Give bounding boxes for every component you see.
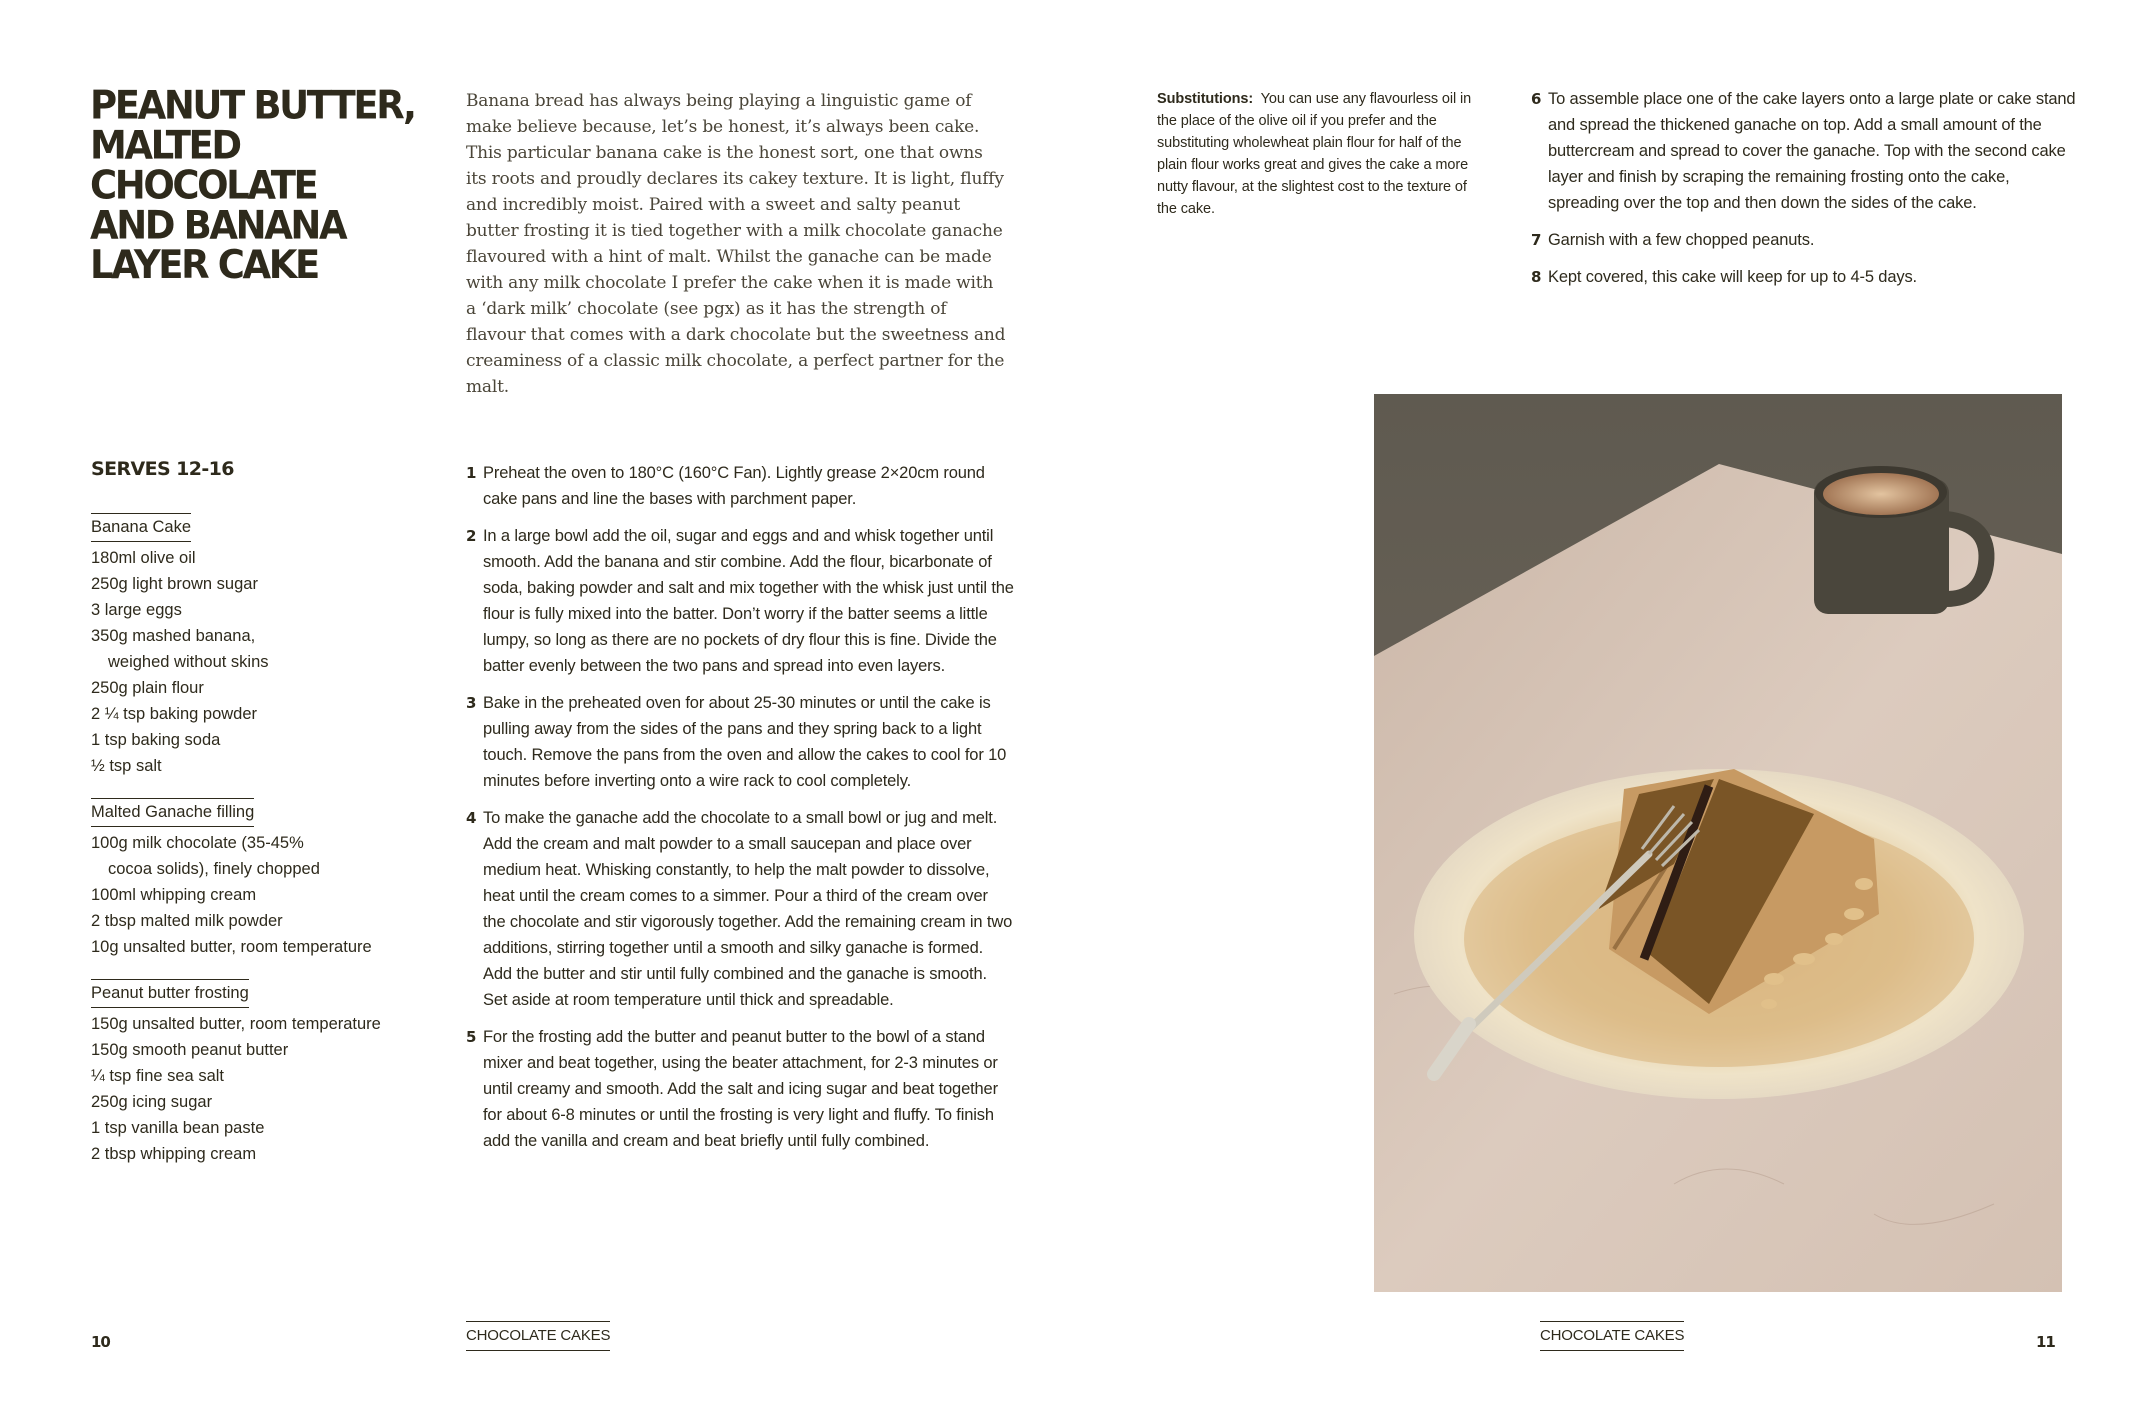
recipe-title bbox=[90, 82, 430, 288]
title-line: CHOCOLATE bbox=[90, 162, 317, 208]
method-step bbox=[1531, 86, 2076, 216]
ingredient-group-frosting bbox=[91, 979, 431, 1167]
ingredient-group-heading: Peanut butter frosting bbox=[91, 979, 249, 1008]
substitutions-note bbox=[1157, 88, 1487, 220]
page-number-left: 10 bbox=[91, 1333, 110, 1351]
method-step bbox=[1531, 227, 2076, 253]
ingredient-item: 2 tbsp malted milk powder bbox=[91, 912, 283, 930]
step-number: 3 bbox=[466, 694, 477, 712]
ingredient-list bbox=[91, 1011, 431, 1167]
ingredient-group-banana-cake bbox=[91, 513, 431, 779]
ingredient-group-ganache bbox=[91, 798, 431, 960]
ingredient-item: 100ml whipping cream bbox=[91, 886, 257, 904]
title-line: LAYER CAKE bbox=[90, 242, 318, 288]
method-steps-left bbox=[466, 460, 1014, 1165]
ingredient-item: 250g icing sugar bbox=[91, 1093, 213, 1111]
substitutions-label: Substitutions: bbox=[1157, 91, 1254, 107]
ingredient-group-heading: Banana Cake bbox=[91, 513, 191, 542]
ingredient-item: 180ml olive oil bbox=[91, 549, 196, 567]
step-number: 2 bbox=[466, 527, 477, 545]
ingredient-item: 150g unsalted butter, room temperature bbox=[91, 1015, 381, 1033]
cake-photo-illustration bbox=[1374, 394, 2062, 1292]
step-number: 8 bbox=[1531, 268, 1542, 286]
step-number: 1 bbox=[466, 464, 477, 482]
step-text: Bake in the preheated oven for about 25-30 minutes or until the cake is pulling away from the sides of the pans and they spring back to a light touch. Remove the pans from the oven and allow the cakes to cool for 10 minutes before inverting onto a wire rack to cool completely. bbox=[483, 694, 1007, 790]
ingredient-item: 10g unsalted butter, room temperature bbox=[91, 938, 372, 956]
ingredient-item: 100g milk chocolate (35-45% bbox=[91, 834, 304, 852]
substitutions-text: You can use any flavourless oil in the place of the olive oil if you prefer and the substituting wholewheat plain flour for half of the plain flour works great and gives the cake a more nutty flavour, at the slightest cost to the texture of the cake. bbox=[1157, 91, 1472, 217]
step-text: To assemble place one of the cake layers onto a large plate or cake stand and spread the thickened ganache on top. Add a small amount of the buttercream and spread to cover the ganache. Top with the second cake layer and finish by scraping the remaining frosting onto the cake, spreading over the top and then down the sides of the cake. bbox=[1548, 90, 2076, 212]
step-number: 5 bbox=[466, 1028, 477, 1046]
ingredient-item: 3 large eggs bbox=[91, 601, 182, 619]
ingredient-item: 1 tsp baking soda bbox=[91, 731, 221, 749]
step-number: 7 bbox=[1531, 231, 1542, 249]
cake-photo bbox=[1374, 394, 2062, 1292]
step-number: 6 bbox=[1531, 90, 1542, 108]
ingredient-item: 2 tbsp whipping cream bbox=[91, 1145, 257, 1163]
ingredient-list bbox=[91, 830, 431, 960]
ingredient-item: weighed without skins bbox=[108, 653, 269, 671]
page-number-right: 11 bbox=[2036, 1333, 2055, 1351]
method-step bbox=[1531, 264, 2076, 290]
intro-paragraph: Banana bread has always being playing a linguistic game of make believe because, let’s be honest, it’s always been cake. This particular banana cake is the honest sort, one that owns its roots and proudly declares its cakey texture. It is light, fluffy and incredibly moist. Paired with a sweet and salty peanut butter frosting it is tied together with a milk chocolate ganache flavoured with a hint of malt. Whilst the ganache can be made with any milk chocolate I prefer the cake when it is made with a ‘dark milk’ chocolate (see pgx) as it has the strength of flavour that comes with a dark chocolate but the sweetness and creaminess of a classic milk chocolate, a perfect partner for the malt. bbox=[466, 91, 1006, 397]
method-step bbox=[466, 690, 1014, 794]
step-text: For the frosting add the butter and peanut butter to the bowl of a stand mixer and beat together, using the beater attachment, for 2-3 minutes or until creamy and smooth. Add the salt and icing sugar and beat together for about 6-8 minutes or until the frosting is very light and fluffy. To finish add the vanilla and cream and beat briefly until fully combined. bbox=[483, 1028, 998, 1150]
title-line: PEANUT BUTTER, bbox=[90, 82, 415, 128]
step-text: Kept covered, this cake will keep for up to 4-5 days. bbox=[1548, 268, 1917, 286]
ingredient-group-heading: Malted Ganache filling bbox=[91, 798, 254, 827]
step-text: In a large bowl add the oil, sugar and eggs and and whisk together until smooth. Add the banana and stir combine. Add the flour, bicarbonate of soda, baking powder and salt and mix together with the whisk just until the flour is fully mixed into the batter. Don’t worry if the batter seems a little lumpy, so long as there are no pockets of dry flour this is fine. Divide the batter evenly between the two pans and spread into even layers. bbox=[483, 527, 1014, 675]
method-steps-right bbox=[1531, 86, 2076, 301]
running-footer-left: CHOCOLATE CAKES bbox=[466, 1321, 610, 1351]
ingredient-item: ½ tsp salt bbox=[91, 757, 162, 775]
step-text: To make the ganache add the chocolate to a small bowl or jug and melt. Add the cream and malt powder to a small saucepan and place over medium heat. Whisking constantly, to help the malt powder to dissolve, heat until the cream comes to a simmer. Pour a third of the cream over the chocolate and stir vigorously together. Add the remaining cream in two additions, stirring together until a smooth and silky ganache is formed. Add the butter and stir until fully combined and the ganache is smooth. Set aside at room temperature until thick and spreadable. bbox=[483, 809, 1013, 1009]
ingredient-item: 1 tsp vanilla bean paste bbox=[91, 1119, 265, 1137]
serves-heading: SERVES 12-16 bbox=[91, 458, 234, 480]
method-step bbox=[466, 1024, 1014, 1154]
method-step bbox=[466, 805, 1014, 1013]
ingredient-item: ¼ tsp fine sea salt bbox=[91, 1067, 224, 1085]
running-footer-right: CHOCOLATE CAKES bbox=[1540, 1321, 1684, 1351]
title-line: AND BANANA bbox=[90, 202, 346, 248]
ingredient-item: 150g smooth peanut butter bbox=[91, 1041, 289, 1059]
method-step bbox=[466, 523, 1014, 679]
step-text: Preheat the oven to 180°C (160°C Fan). Lightly grease 2×20cm round cake pans and line the bases with parchment paper. bbox=[483, 464, 985, 508]
ingredient-item: 2 ¼ tsp baking powder bbox=[91, 705, 258, 723]
title-line: MALTED bbox=[90, 122, 240, 168]
ingredient-item: 350g mashed banana, bbox=[91, 627, 256, 645]
ingredient-item: cocoa solids), finely chopped bbox=[108, 860, 320, 878]
ingredient-list bbox=[91, 545, 431, 779]
step-number: 4 bbox=[466, 809, 477, 827]
ingredients-column bbox=[91, 513, 431, 1186]
ingredient-item: 250g light brown sugar bbox=[91, 575, 258, 593]
method-step bbox=[466, 460, 1014, 512]
step-text: Garnish with a few chopped peanuts. bbox=[1548, 231, 1815, 249]
ingredient-item: 250g plain flour bbox=[91, 679, 204, 697]
